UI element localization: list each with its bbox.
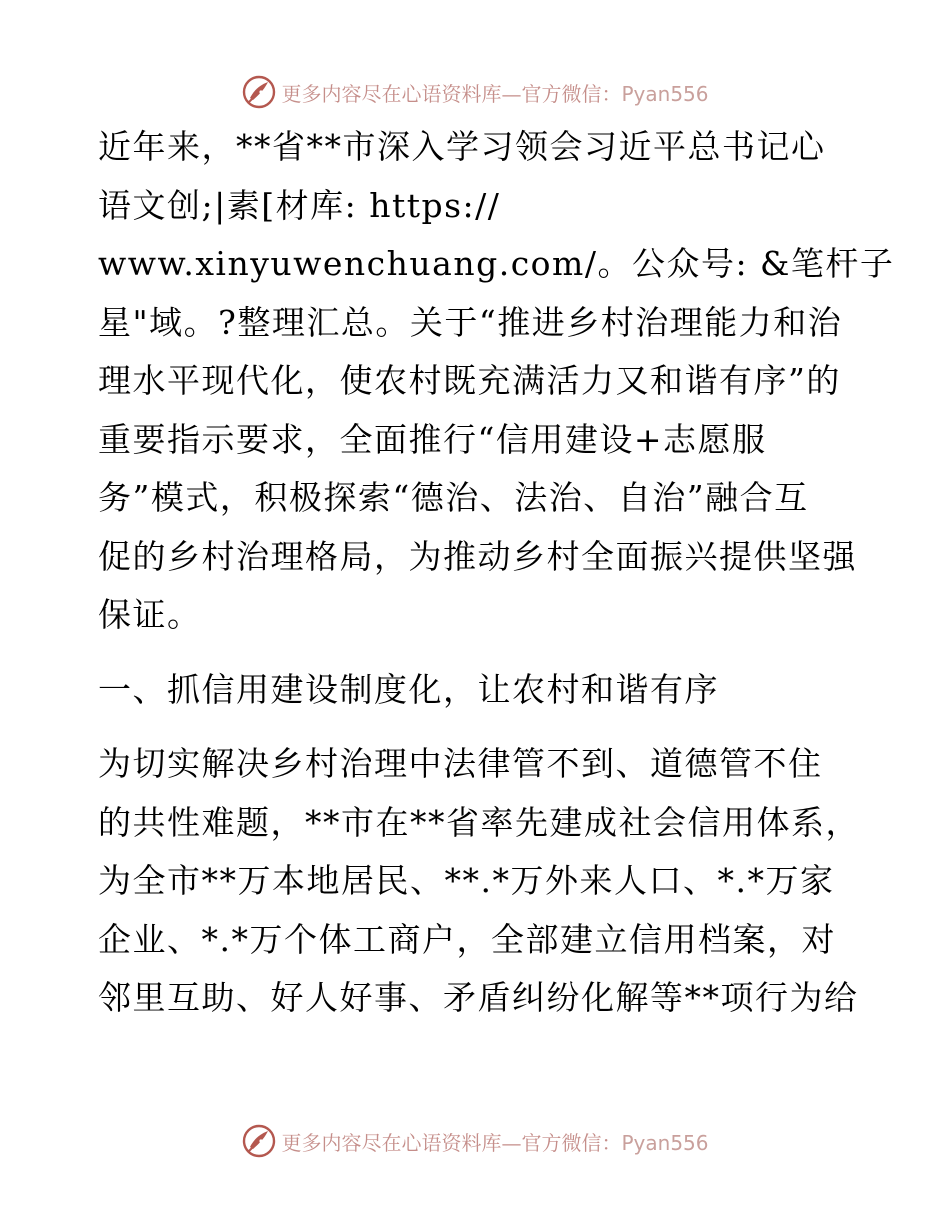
text-line: 企业、*.*万个体工商户，全部建立信用档案，对 <box>98 919 836 959</box>
footer-watermark <box>0 1121 950 1161</box>
watermark-text <box>281 1127 708 1156</box>
text-line: 邻里互助、好人好事、矛盾纠纷化解等**项行为给 <box>98 978 859 1017</box>
watermark-text <box>281 78 708 107</box>
header-watermark <box>0 72 950 112</box>
pen-logo-icon <box>241 1123 277 1159</box>
text-line: 重要指示要求，全面推行“信用建设+志愿服 <box>98 419 767 459</box>
intro-paragraph <box>98 118 895 645</box>
text-line: 为切实解决乡村治理中法律管不到、道德管不住 <box>98 744 823 783</box>
text-line: 保证。 <box>98 595 202 634</box>
text-line: www.xinyuwenchuang.com/。公众号: &笔杆子 <box>98 244 895 283</box>
watermark-wechat-id: Pyan556 <box>621 1130 709 1155</box>
text-line: 促的乡村治理格局，为推动乡村全面振兴提供坚强 <box>98 536 857 576</box>
section-heading <box>98 661 858 720</box>
watermark-wechat-id: Pyan556 <box>621 81 709 106</box>
text-line: 为全市**万本地居民、**.*万外来人口、*.*万家 <box>98 861 835 900</box>
text-line: 近年来，**省**市深入学习领会习近平总书记心 <box>98 127 826 166</box>
section-paragraph <box>98 735 858 1028</box>
text-line: 理水平现代化，使农村既充满活力又和谐有序”的 <box>98 361 841 400</box>
text-line: 的共性难题，**市在**省率先建成社会信用体系， <box>98 802 860 842</box>
pen-logo-icon <box>241 74 277 110</box>
watermark-prefix: 更多内容尽在心语资料库—官方微信： <box>281 81 622 106</box>
watermark-prefix: 更多内容尽在心语资料库—官方微信： <box>281 1130 622 1155</box>
document-body <box>98 118 895 1028</box>
text-line: 务”模式，积极探索“德治、法治、自治”融合互 <box>98 478 809 517</box>
text-line: 星"域。?整理汇总。关于“推进乡村治理能力和治 <box>98 302 843 342</box>
text-line: 语文创;|素[材库: https:// <box>98 185 501 225</box>
section-heading-text: 一、抓信用建设制度化，让农村和谐有序 <box>98 669 719 709</box>
